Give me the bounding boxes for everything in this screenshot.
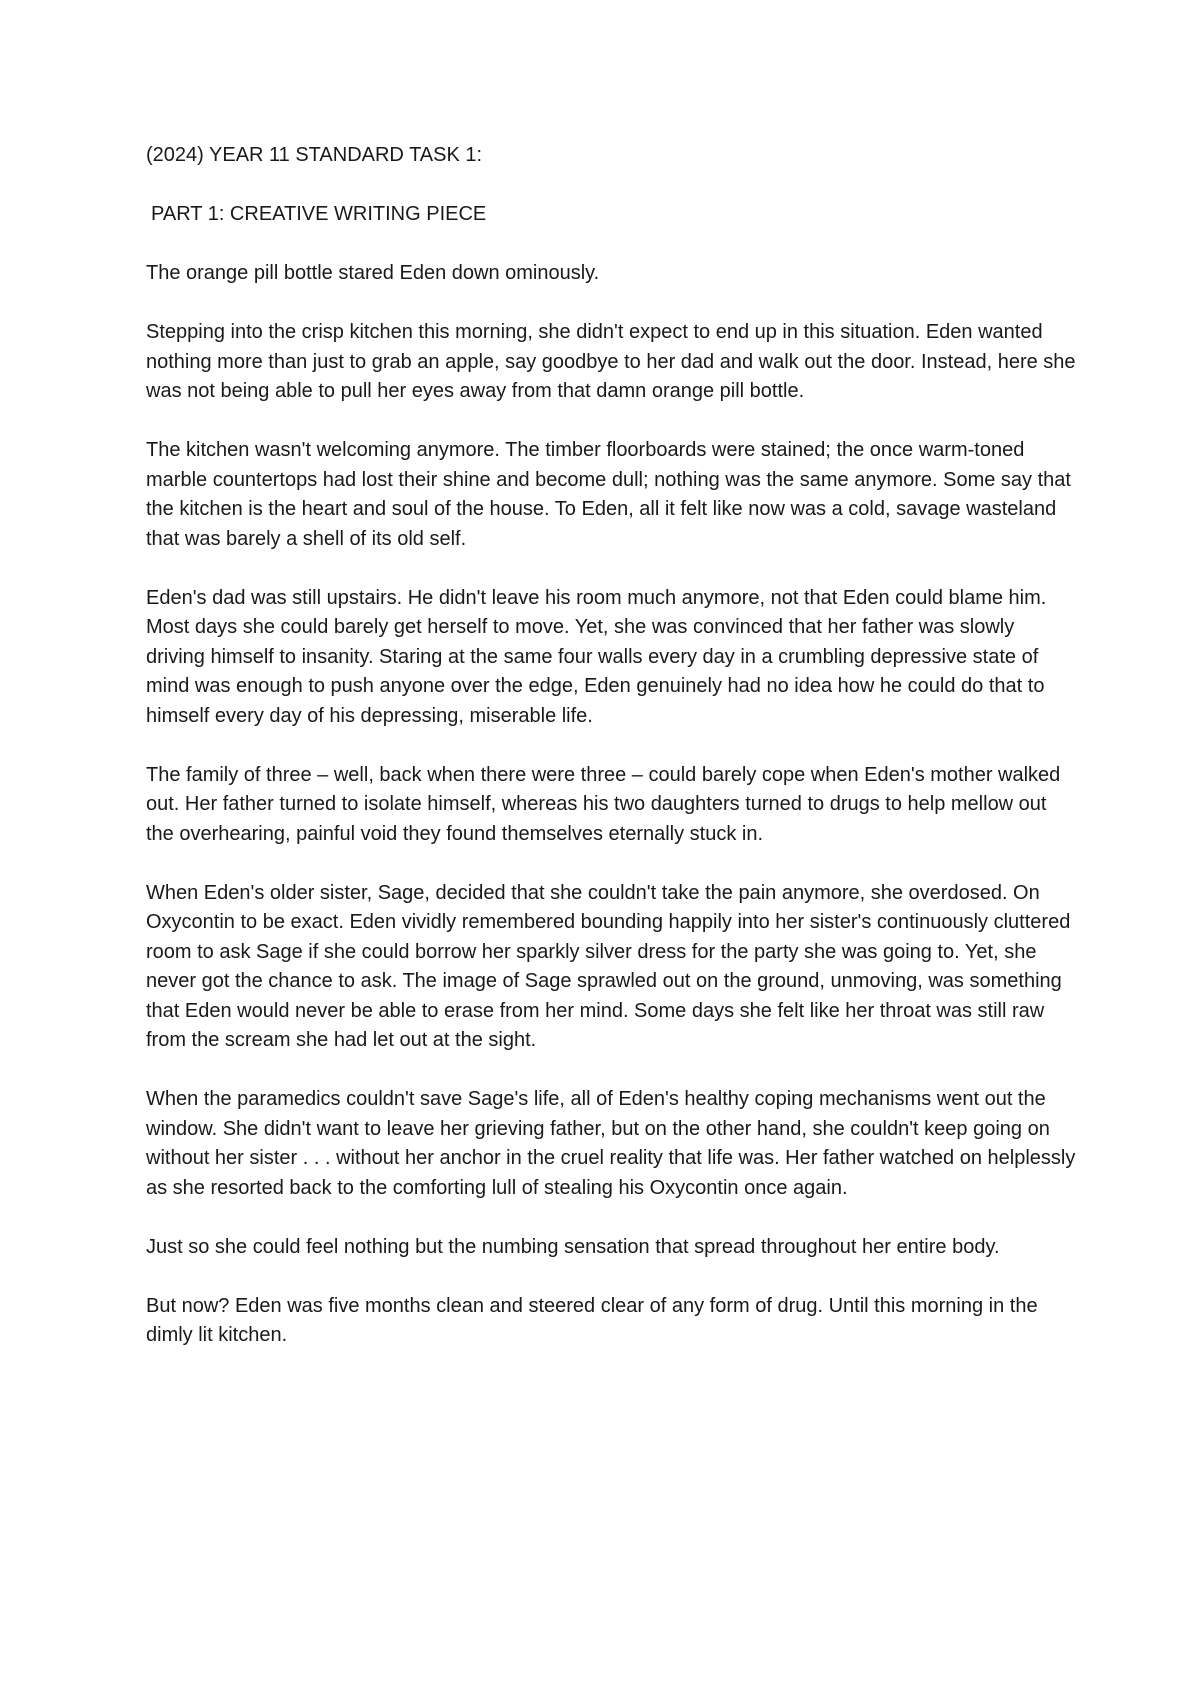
document-title: (2024) YEAR 11 STANDARD TASK 1: (146, 144, 483, 166)
document-body (146, 141, 1076, 1380)
paragraph: When the paramedics couldn't save Sage's life, all of Eden's healthy coping mechanisms went out the window. She didn't want to leave her grieving father, but on the other hand, she couldn't keep going on without her sister . . . without her anchor in the cruel reality that life was. Her father watched on helplessly as she resorted back to the comforting lull of stealing his Oxycontin once again. (146, 1088, 1076, 1199)
paragraph: The family of three – well, back when there were three – could barely cope when Eden's mother walked out. Her father turned to isolate himself, whereas his two daughters turned to drugs to help mellow out the overhearing, painful void they found themselves eternally stuck in. (146, 763, 1061, 845)
paragraph: Just so she could feel nothing but the numbing sensation that spread throughout her entire body. (146, 1235, 1000, 1258)
paragraph: Eden's dad was still upstairs. He didn't leave his room much anymore, not that Eden could blame him. Most days she could barely get herself to move. Yet, she was convinced that her father was slowly driving himself to insanity. Staring at the same four walls every day in a crumbling depressive state of mind was enough to push anyone over the edge, Eden genuinely had no idea how he could do that to himself every day of his depressing, miserable life. (146, 586, 1047, 727)
paragraph: When Eden's older sister, Sage, decided that she couldn't take the pain anymore, she overdosed. On Oxycontin to be exact. Eden vividly remembered bounding happily into her sister's continuously cluttered room to ask Sage if she could borrow her sparkly silver dress for the party she was going to. Yet, she never got the chance to ask. The image of Sage sprawled out on the ground, unmoving, was something that Eden would never be able to erase from her mind. Some days she felt like her throat was still raw from the scream she had let out at the sight. (146, 881, 1071, 1051)
paragraph: The orange pill bottle stared Eden down ominously. (146, 262, 600, 284)
paragraph: But now? Eden was five months clean and steered clear of any form of drug. Until this morning in the dimly lit kitchen. (146, 1294, 1038, 1346)
document-subtitle: PART 1: CREATIVE WRITING PIECE (151, 203, 487, 225)
paragraph: Stepping into the crisp kitchen this morning, she didn't expect to end up in this situation. Eden wanted nothing more than just to grab an apple, say goodbye to her dad and walk out the door. Instead, here she was not being able to pull her eyes away from that damn orange pill bottle. (146, 321, 1076, 402)
paragraph: The kitchen wasn't welcoming anymore. The timber floorboards were stained; the once warm-toned marble countertops had lost their shine and become dull; nothing was the same anymore. Some say that the kitchen is the heart and soul of the house. To Eden, all it felt like now was a cold, savage wasteland that was barely a shell of its old self. (146, 439, 1071, 550)
